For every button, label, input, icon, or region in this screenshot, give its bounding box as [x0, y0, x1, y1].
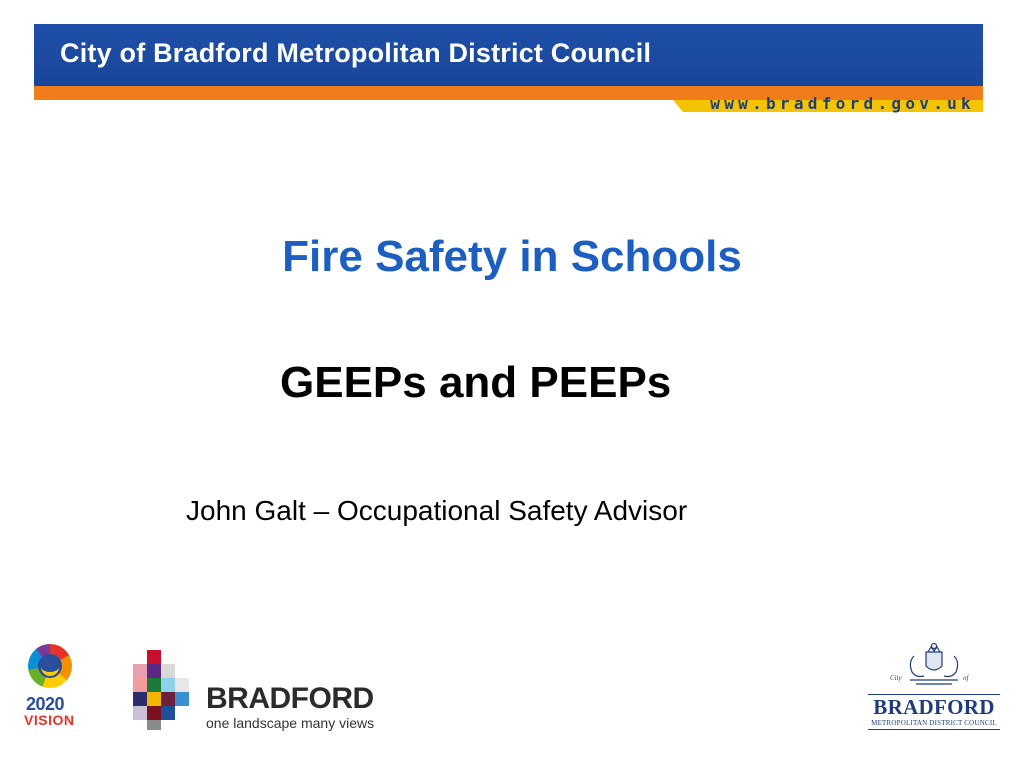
council-url: www.bradford.gov.uk	[710, 94, 975, 113]
bradford-logo-tagline: one landscape many views	[206, 715, 375, 731]
council-banner	[34, 24, 983, 112]
banner-blue-bar	[34, 24, 983, 86]
bradford-mosaic-icon	[133, 650, 193, 730]
crest-name: BRADFORD	[868, 694, 1000, 720]
crest-city-label: City	[890, 674, 902, 682]
vision-2020-logo	[22, 642, 84, 732]
presenter-line: John Galt – Occupational Safety Advisor	[186, 495, 688, 526]
crest-subtitle: METROPOLITAN DISTRICT COUNCIL	[868, 719, 1000, 730]
crest-of-label: of	[963, 674, 969, 682]
coat-of-arms-icon	[868, 642, 1000, 694]
bradford-logo-name: BRADFORD	[206, 682, 374, 715]
council-name: City of Bradford Metropolitan District Council	[60, 38, 652, 68]
bradford-crest-logo	[868, 642, 1000, 734]
vision-logo-year: 2020	[26, 694, 65, 714]
slide-subtitle: GEEPs and PEEPs	[280, 358, 672, 407]
slide-title: Fire Safety in Schools	[282, 232, 742, 281]
vision-logo-word: VISION	[24, 712, 75, 728]
